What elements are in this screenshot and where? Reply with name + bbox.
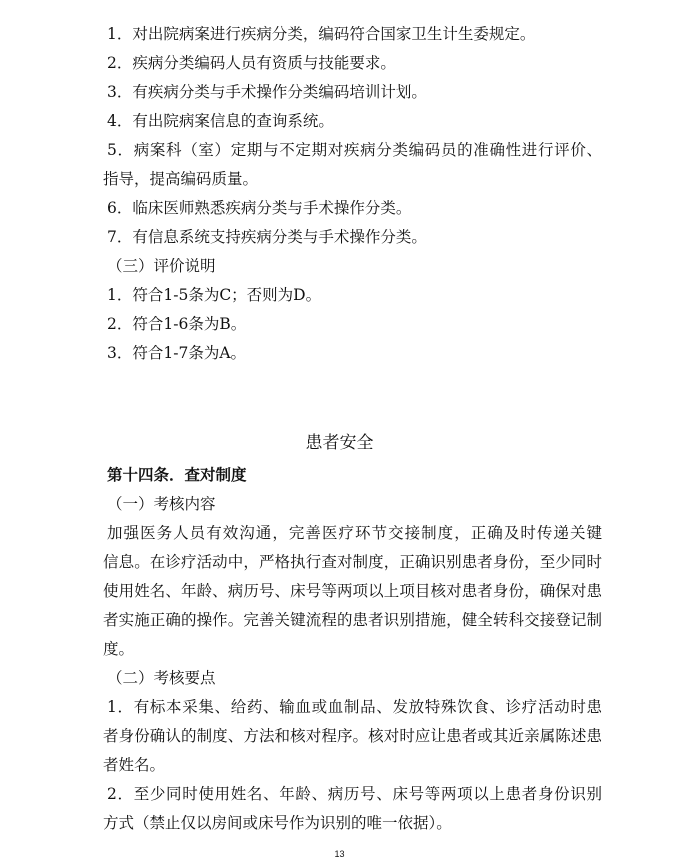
list-item-continuation: 者身份确认的制度、方法和核对程序。核对时应让患者或其近亲属陈述患 xyxy=(103,727,602,745)
list-item: 2．至少同时使用姓名、年龄、病历号、床号等两项以上患者身份识别 xyxy=(107,785,602,803)
subsection-heading: （三）评价说明 xyxy=(107,257,216,275)
paragraph-line: 信息。在诊疗活动中，严格执行查对制度，正确识别患者身份，至少同时 xyxy=(103,553,602,571)
list-item: 7．有信息系统支持疾病分类与手术操作分类。 xyxy=(107,228,427,246)
paragraph-line: 加强医务人员有效沟通，完善医疗环节交接制度，正确及时传递关键 xyxy=(107,524,602,542)
article-title: 第十四条．查对制度 xyxy=(107,466,247,484)
list-item: 1．有标本采集、给药、输血或血制品、发放特殊饮食、诊疗活动时患 xyxy=(107,698,602,716)
list-item: 3．符合1-7条为A。 xyxy=(107,344,247,362)
section-title: 患者安全 xyxy=(305,433,374,453)
list-item-continuation: 方式（禁止仅以房间或床号作为识别的唯一依据）。 xyxy=(103,814,452,832)
list-item-continuation: 者姓名。 xyxy=(103,756,166,774)
list-item: 6．临床医师熟悉疾病分类与手术操作分类。 xyxy=(107,199,412,217)
subsection-heading: （二）考核要点 xyxy=(107,669,216,687)
list-item: 5．病案科（室）定期与不定期对疾病分类编码员的准确性进行评价、 xyxy=(107,141,602,159)
list-item: 1．符合1-5条为C；否则为D。 xyxy=(107,286,322,304)
list-item: 1．对出院病案进行疾病分类，编码符合国家卫生计生委规定。 xyxy=(107,25,536,43)
paragraph-line: 使用姓名、年龄、病历号、床号等两项以上项目核对患者身份，确保对患 xyxy=(103,582,602,600)
list-item: 3．有疾病分类与手术操作分类编码培训计划。 xyxy=(107,83,427,101)
page-number: 13 xyxy=(334,849,345,859)
paragraph-line: 度。 xyxy=(103,640,135,658)
list-item: 2．符合1-6条为B。 xyxy=(107,315,247,333)
paragraph-line: 者实施正确的操作。完善关键流程的患者识别措施，健全转科交接登记制 xyxy=(103,611,602,629)
list-item: 2．疾病分类编码人员有资质与技能要求。 xyxy=(107,54,396,72)
list-item-continuation: 指导，提高编码质量。 xyxy=(103,170,259,188)
list-item: 4．有出院病案信息的查询系统。 xyxy=(107,112,334,130)
subsection-heading: （一）考核内容 xyxy=(107,495,216,513)
